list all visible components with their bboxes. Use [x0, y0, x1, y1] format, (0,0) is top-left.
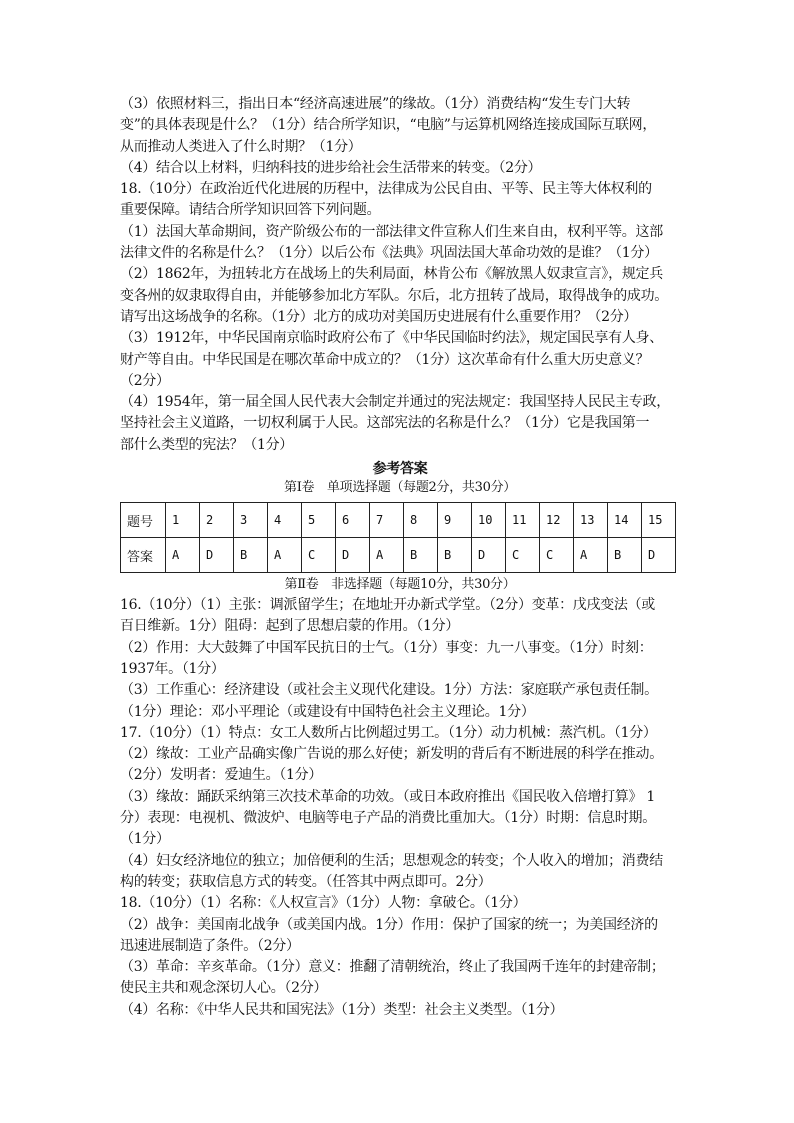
- table-cell: B: [438, 538, 472, 573]
- text-line: 变各州的奴隶取得自由，并能够参加北方军队。尔后，北方扭转了战局，取得战争的成功。: [120, 287, 668, 304]
- table-cell: B: [608, 538, 642, 573]
- table-cell: 2: [200, 503, 234, 538]
- text-line: （2分）: [120, 372, 170, 389]
- table-cell: B: [404, 538, 438, 573]
- table-cell: D: [200, 538, 234, 573]
- section1-title: 第Ⅰ卷 单项选择题（每题2分，共30分）: [284, 480, 516, 496]
- table-row-numbers: [121, 503, 676, 538]
- table-cell: A: [370, 538, 404, 573]
- table-cell: C: [540, 538, 574, 573]
- table-row-label: 题号: [121, 503, 166, 538]
- text-line: 18.（10分）在政治近代化进展的历程中，法律成为公民自由、平等、民主等大体权利的: [120, 181, 652, 198]
- question-section: [120, 94, 680, 456]
- table-cell: 6: [336, 503, 370, 538]
- table-cell: C: [506, 538, 540, 573]
- text-line: （3）革命：辛亥革命。（1分）意义：推翻了清朝统治，终止了我国两千连年的封建帝制；: [120, 959, 665, 976]
- table-cell: B: [234, 538, 268, 573]
- table-cell: 13: [574, 503, 608, 538]
- text-line: （4）名称：《中华人民共和国宪法》（1分）类型：社会主义类型。（1分）: [120, 1001, 564, 1018]
- text-line: （2）作用：大大鼓舞了中国军民抗日的士气。（1分）事变：九一八事变。（1分）时刻：: [120, 639, 653, 656]
- text-line: 财产等自由。中华民国是在哪次革命中成立的？（1分）这次革命有什么重大历史意义？: [120, 351, 650, 368]
- table-cell: D: [642, 538, 676, 573]
- text-line: 法律文件的名称是什么？（1分）以后公布《法典》巩固法国大革命功效的是谁？（1分）: [120, 245, 658, 262]
- text-line: 构的转变；获取信息方式的转变。（任答其中两点即可。2分）: [120, 873, 492, 890]
- text-line: 部什么类型的宪法？（1分）: [120, 436, 294, 453]
- table-row-answers: [121, 538, 676, 573]
- text-line: （2）缘故：工业产品确实像广告说的那么好使；新发明的背后有不断进展的科学在推动。: [120, 746, 663, 763]
- text-line: （2分）发明者：爱迪生。（1分）: [120, 767, 323, 784]
- answer-section: [120, 595, 680, 1021]
- text-line: 坚持社会主义道路，一切权利属于人民。这部宪法的名称是什么？（1分）它是我国第一: [120, 415, 650, 432]
- text-line: （1分）: [120, 831, 170, 848]
- table-cell: A: [574, 538, 608, 573]
- text-line: 百日维新。1分）阻碍：起到了思想启蒙的作用。（1分）: [120, 618, 460, 635]
- document-page: [120, 94, 680, 1021]
- text-line: （4）妇女经济地位的独立；加倍便利的生活；思想观念的转变；个人收入的增加；消费结: [120, 852, 663, 869]
- text-line: （3）1912年，中华民国南京临时政府公布了《中华民国临时约法》，规定国民享有人身、: [120, 330, 663, 347]
- table-row-label: 答案: [121, 538, 166, 573]
- text-line: 请写出这场战争的名称。（1分）北方的成功对美国历史进展有什么重要作用？（2分）: [120, 308, 638, 325]
- text-line: 16.（10分）（1）主张：调派留学生；在地址开办新式学堂。（2分）变革：戊戌变法（或: [120, 597, 655, 614]
- table-cell: A: [166, 538, 200, 573]
- text-line: （2）战争：美国南北战争（或美国内战。1分）作用：保护了国家的统一；为美国经济的: [120, 916, 658, 933]
- text-line: （2）1862年，为扭转北方在战场上的失利局面，林肯公布《解放黑人奴隶宣言》，规定兵: [120, 266, 663, 283]
- table-cell: 4: [268, 503, 302, 538]
- text-line: 分）表现：电视机、微波炉、电脑等电子产品的消费比重加大。（1分）时期：信息时期。: [120, 810, 656, 827]
- text-line: 1937年。（1分）: [120, 660, 225, 677]
- answer-table: [120, 502, 676, 573]
- text-line: （4）1954年，第一届全国人民代表大会制定并通过的宪法规定：我国坚持人民民主专政，: [120, 394, 670, 411]
- table-cell: C: [302, 538, 336, 573]
- table-cell: 1: [166, 503, 200, 538]
- text-line: 迅速进展制造了条件。（2分）: [120, 937, 300, 954]
- text-line: （1）法国大革命期间，资产阶级公布的一部法律文件宣称人们生来自由，权利平等。这部: [120, 223, 663, 240]
- table-cell: 12: [540, 503, 574, 538]
- table-cell: 9: [438, 503, 472, 538]
- text-line: 18.（10分）（1）名称：《人权宣言》（1分）人物：拿破仑。（1分）: [120, 895, 527, 912]
- table-cell: 7: [370, 503, 404, 538]
- text-line: 从而推动人类进入了什么时期？（1分）: [120, 138, 362, 155]
- text-line: （3）缘故：踊跃采纳第三次技术革命的功效。（或日本政府推出《国民收入倍增打算》 1: [120, 788, 655, 805]
- text-line: （3）依照材料三，指出日本“经济高速进展”的缘故。（1分）消费结构“发生专门大转: [120, 96, 631, 112]
- table-cell: 5: [302, 503, 336, 538]
- table-cell: A: [268, 538, 302, 573]
- text-line: 17.（10分）（1）特点：女工人数所占比例超过男工。（1分）动力机械：蒸汽机。（1分）: [120, 724, 657, 741]
- text-line: （1分）理论：邓小平理论（或建设有中国特色社会主义理论。1分）: [120, 703, 535, 720]
- table-cell: 14: [608, 503, 642, 538]
- table-cell: 3: [234, 503, 268, 538]
- answer-title: 参考答案: [372, 461, 428, 478]
- table-cell: 15: [642, 503, 676, 538]
- table-cell: D: [472, 538, 506, 573]
- table-cell: 11: [506, 503, 540, 538]
- table-cell: D: [336, 538, 370, 573]
- table-cell: 10: [472, 503, 506, 538]
- text-line: 变”的具体表现是什么？（1分）结合所学知识，“电脑”与运算机网络连接成国际互联网，: [120, 117, 657, 134]
- text-line: （3）工作重心：经济建设（或社会主义现代化建设。1分）方法：家庭联产承包责任制。: [120, 682, 658, 699]
- text-line: 重要保障。请结合所学知识回答下列问题。: [120, 202, 381, 219]
- table-cell: 8: [404, 503, 438, 538]
- section2-title: 第Ⅱ卷 非选择题（每题10分，共30分）: [284, 577, 516, 593]
- text-line: 使民主共和观念深切人心。（2分）: [120, 980, 328, 997]
- text-line: （4）结合以上材料，归纳科技的进步给社会生活带来的转变。（2分）: [120, 159, 542, 176]
